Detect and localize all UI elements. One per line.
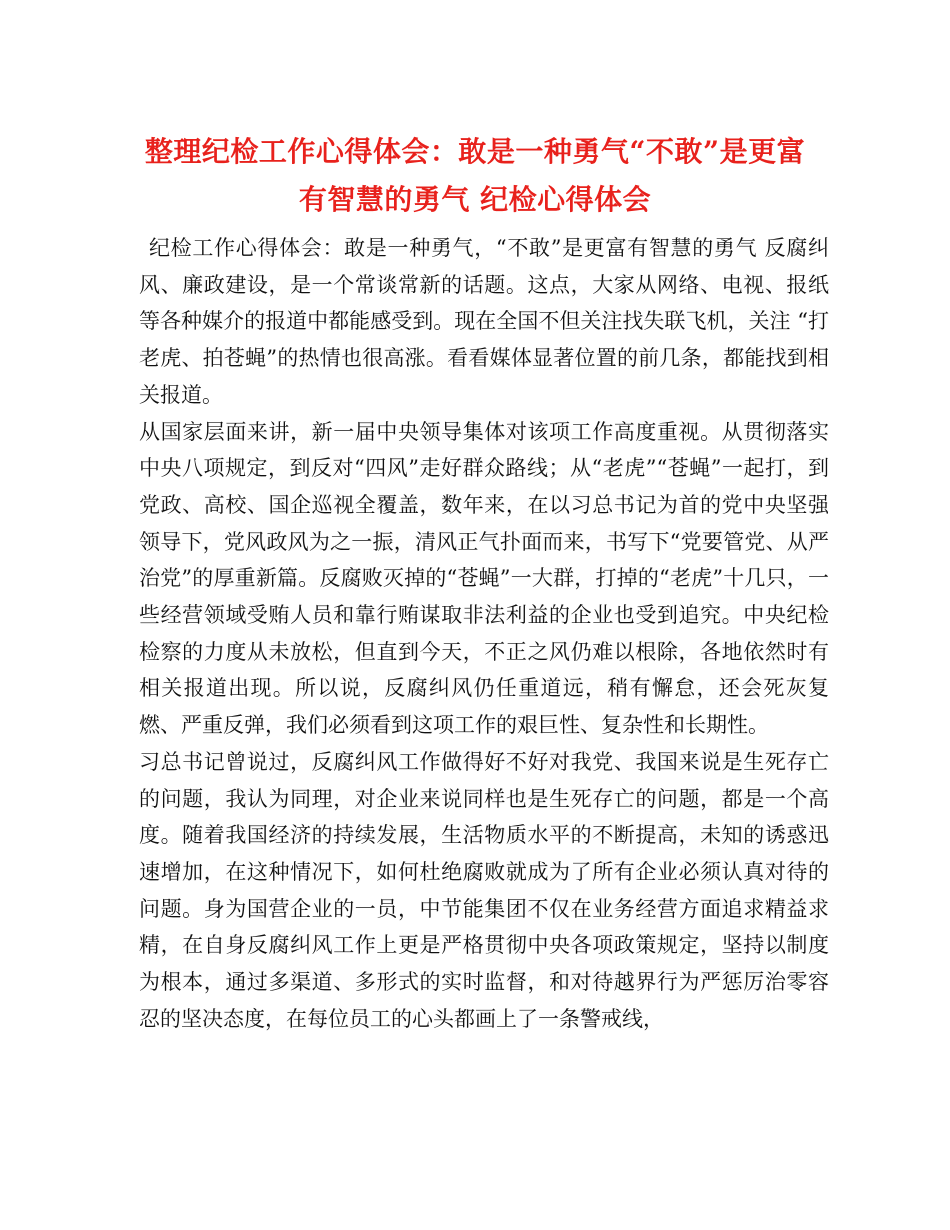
paragraph-1: 纪检工作心得体会：敢是一种勇气，“不敢”是更富有智慧的勇气 反腐纠风、廉政建设，是一个常谈常新的话题。这点，大家从网络、电视、报纸等各种媒介的报道中都能感受到。现在全国不但关注找失联飞机，关注 “打老虎、拍苍蝇”的热情也很高涨。看看媒体显著位置的前几条，都能找到相关报道。	[139, 236, 829, 407]
paragraph-2: 从国家层面来讲，新一届中央领导集体对该项工作高度重视。从贯彻落实中央八项规定，到反对“四风”走好群众路线；从“老虎”“苍蝇”一起打，到党政、高校、国企巡视全覆盖，数年来，在以习总书记为首的党中央坚强领导下，党风政风为之一振，清风正气扑面而来，书写下“党要管党、从严治党”的厚重新篇。反腐败灭掉的“苍蝇”一大群，打掉的“老虎”十几只，一些经营领域受贿人员和靠行贿谋取非法利益的企业也受到追究。中央纪检检察的力度从未放松，但直到今天，不正之风仍难以根除，各地依然时有相关报道出现。所以说，反腐纠风仍任重道远，稍有懈怠，还会死灰复燃、严重反弹，我们必须看到这项工作的艰巨性、复杂性和长期性。	[139, 419, 829, 738]
title-line-2: 有智慧的勇气 纪检心得体会	[298, 183, 652, 216]
paragraph-3: 习总书记曾说过，反腐纠风工作做得好不好对我党、我国来说是生死存亡的问题，我认为同理，对企业来说同样也是生死存亡的问题，都是一个高度。随着我国经济的持续发展，生活物质水平的不断提高，未知的诱惑迅速增加，在这种情况下，如何杜绝腐败就成为了所有企业必须认真对待的问题。身为国营企业的一员，中节能集团不仅在业务经营方面追求精益求精，在自身反腐纠风工作上更是严格贯彻中央各项政策规定，坚持以制度为根本，通过多渠道、多形式的实时监督，和对待越界行为严惩厉治零容忍的坚决态度，在每位员工的心头都画上了一条警戒线，	[139, 749, 829, 1031]
document-title	[110, 128, 840, 224]
document-body	[139, 230, 829, 1037]
title-line-1: 整理纪检工作心得体会：敢是一种勇气“不敢”是更富	[144, 135, 806, 168]
